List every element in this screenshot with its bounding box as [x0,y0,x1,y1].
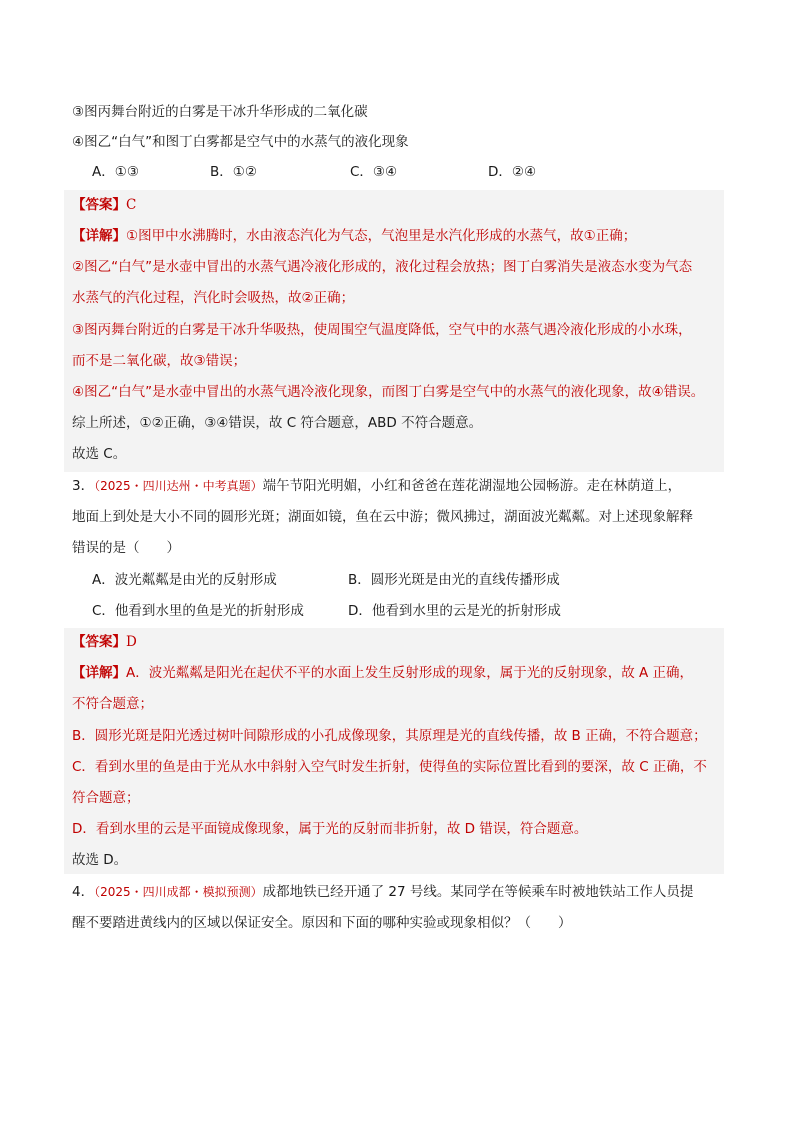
detail-label: 【详解】 [72,665,126,681]
q3-detail-line-1 [72,663,693,683]
q2-detail-line-2: ②图乙“白气”是水壶中冒出的水蒸气遇冷液化形成的，液化过程会放热；图丁白雾消失是液态水变为气态 [72,259,693,275]
q3-detail-line-6: D．看到水里的云是平面镜成像现象，属于光的反射而非折射，故 D 错误，符合题意。 [72,821,588,837]
answer-value: C [126,197,137,213]
question-source: （2025・四川成都・模拟预测） [94,885,263,899]
q2-option-d: D．②④ [488,164,537,180]
q2-detail-line-8: 故选 C。 [72,446,127,462]
q2-detail-line-5: 而不是二氧化碳，故③错误； [72,353,247,369]
q2-detail-line-4: ③图丙舞台附近的白雾是干冰升华吸热，使周围空气温度降低，空气中的水蒸气遇冷液化形成的小水珠， [72,322,692,338]
answer-label: 【答案】 [72,634,126,650]
answer-value: D [126,634,137,650]
detail-text: A．波光粼粼是阳光在起伏不平的水面上发生反射形成的现象，属于光的反射现象，故 A 正确， [126,665,694,681]
q3-line-1 [72,476,681,496]
question-text: 成都地铁已经开通了 27 号线。某同学在等候乘车时被地铁站工作人员提 [262,884,694,900]
question-source: （2025・四川达州・中考真题） [94,479,263,493]
q4-line-2: 醒不要踏进黄线内的区域以保证安全。原因和下面的哪种实验或现象相似？（ ） [72,915,572,931]
statement-3: ③图丙舞台附近的白雾是干冰升华形成的二氧化碳 [72,104,368,120]
detail-text: ①图甲中水沸腾时，水由液态汽化为气态，气泡里是水汽化形成的水蒸气，故①正确； [126,228,637,244]
question-number: 3． [72,478,95,494]
question-number: 4． [72,884,95,900]
q3-option-c: C．他看到水里的鱼是光的折射形成 [92,603,304,619]
q2-option-a: A．①③ [92,164,139,180]
q3-option-d: D．他看到水里的云是光的折射形成 [348,603,561,619]
q3-detail-line-5: 符合题意； [72,790,140,806]
q3-detail-line-7: 故选 D。 [72,852,128,868]
q2-option-c: C．③④ [350,164,398,180]
q3-option-b: B．圆形光斑是由光的直线传播形成 [348,572,560,588]
statement-4: ④图乙“白气”和图丁白雾都是空气中的水蒸气的液化现象 [72,134,409,150]
question-text: 端午节阳光明媚，小红和爸爸在莲花湖湿地公园畅游。走在林荫道上， [262,478,682,494]
q3-line-2: 地面上到处是大小不同的圆形光斑；湖面如镜，鱼在云中游；微风拂过，湖面波光粼粼。对上述现象解释 [72,509,693,525]
detail-label: 【详解】 [72,228,126,244]
q3-detail-line-3: B．圆形光斑是阳光透过树叶间隙形成的小孔成像现象，其原理是光的直线传播，故 B 正确，不符合题意； [72,728,707,744]
answer-label: 【答案】 [72,197,126,213]
q2-detail-line-7: 综上所述，①②正确，③④错误，故 C 符合题意，ABD 不符合题意。 [72,415,483,431]
q3-option-a: A．波光粼粼是由光的反射形成 [92,572,277,588]
q3-answer-line [72,632,137,652]
q2-detail-line-1 [72,226,636,246]
q3-detail-line-2: 不符合题意； [72,696,153,712]
q2-detail-line-3: 水蒸气的汽化过程，汽化时会吸热，故②正确； [72,290,355,306]
q3-detail-line-4: C．看到水里的鱼是由于光从水中斜射入空气时发生折射，使得鱼的实际位置比看到的要深，故 C 正确，不 [72,759,707,775]
q3-line-3: 错误的是（ ） [72,540,180,556]
q4-line-1 [72,882,693,902]
q2-answer-line [72,195,136,215]
q2-option-b: B．①② [210,164,257,180]
q2-detail-line-6: ④图乙“白气”是水壶中冒出的水蒸气遇冷液化现象，而图丁白雾是空气中的水蒸气的液化现象，故④错误。 [72,384,705,400]
